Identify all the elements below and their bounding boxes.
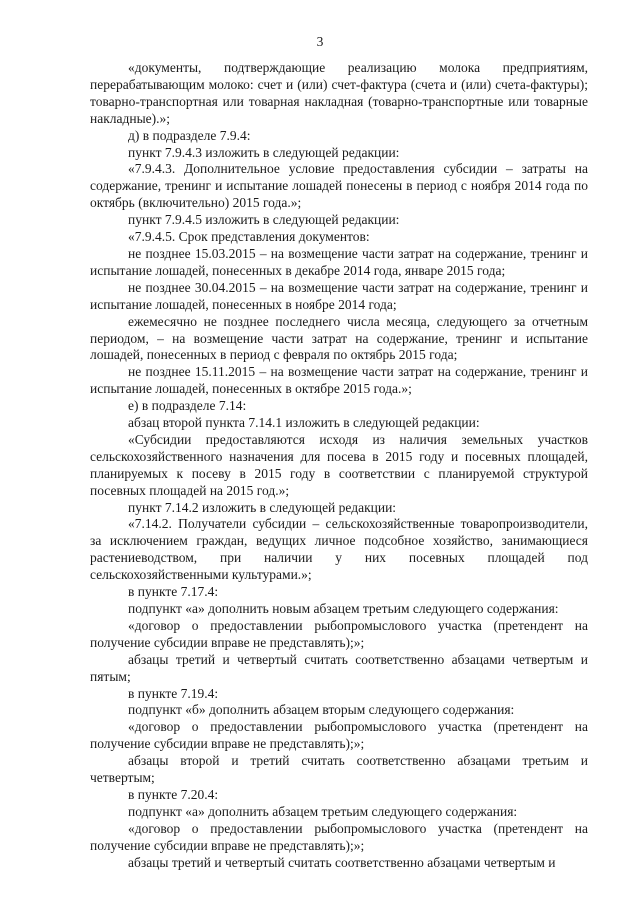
paragraph: не позднее 30.04.2015 – на возмещение части затрат на содержание, тренинг и испытание лошадей, понесенных в ноябре 2014 года; [90, 279, 588, 312]
paragraph: пункт 7.9.4.5 изложить в следующей редакции: [128, 212, 400, 228]
paragraph: д) в подразделе 7.9.4: [128, 127, 251, 143]
paragraph: абзацы третий и четвертый считать соответственно абзацами четвертым и пятым; [90, 651, 588, 684]
paragraph: «документы, подтверждающие реализацию молока предприятиям, перерабатывающим молоко: счет и (или) счет-фактура (счета и (или) счета-фактуры); товарно-транспортная или товарная накладная (товарно-транспортные или товарные накладные).»; [90, 60, 588, 126]
paragraph: абзац второй пункта 7.14.1 изложить в следующей редакции: [128, 415, 480, 431]
paragraph: подпункт «б» дополнить абзацем вторым следующего содержания: [128, 702, 515, 718]
paragraph: е) в подразделе 7.14: [128, 398, 247, 414]
paragraph: «Субсидии предоставляются исходя из наличия земельных участков сельскохозяйственного назначения для посева в 2015 году и посевных площадей, планируемых к посеву в 2015 году в соответствии с планируемой структурой посевных площадей на 2015 год.»; [90, 431, 588, 498]
paragraph: «7.9.4.3. Дополнительное условие предоставления субсидии – затраты на содержание, тренинг и испытание лошадей понесены в период с ноября 2014 года по октябрь (включительно) 2015 года.»; [90, 161, 588, 211]
paragraph: не позднее 15.11.2015 – на возмещение части затрат на содержание, тренинг и испытание лошадей, понесенных в октябре 2015 года.»; [90, 364, 588, 397]
document-body [90, 60, 588, 872]
paragraph: пункт 7.9.4.3 изложить в следующей редакции: [128, 144, 400, 160]
paragraph: абзацы третий и четвертый считать соответственно абзацами четвертым и [128, 854, 556, 870]
paragraph: подпункт «а» дополнить абзацем третьим следующего содержания: [128, 803, 518, 819]
paragraph: «договор о предоставлении рыбопромыслового участка (претендент на получение субсидии вправе не представлять);»; [90, 820, 588, 853]
paragraph: «7.9.4.5. Срок представления документов: [128, 229, 370, 245]
paragraph: ежемесячно не позднее последнего числа месяца, следующего за отчетным периодом, – на возмещение части затрат на содержание, тренинг и испытание лошадей, понесенных в период с февраля по октябрь 2015 года; [90, 313, 588, 363]
paragraph: пункт 7.14.2 изложить в следующей редакции: [128, 499, 397, 515]
paragraph: абзацы второй и третий считать соответственно абзацами третьим и четвертым; [90, 753, 588, 786]
paragraph: в пункте 7.19.4: [128, 685, 219, 701]
paragraph: в пункте 7.20.4: [128, 786, 219, 802]
paragraph: «договор о предоставлении рыбопромыслового участка (претендент на получение субсидии вправе не представлять);»; [90, 719, 588, 752]
paragraph: подпункт «а» дополнить новым абзацем третьим следующего содержания: [128, 601, 559, 616]
page-number: 3 [316, 34, 324, 49]
paragraph: «договор о предоставлении рыбопромыслового участка (претендент на получение субсидии вправе не представлять);»; [90, 617, 588, 650]
paragraph: «7.14.2. Получатели субсидии – сельскохозяйственные товаропроизводители, за исключением граждан, ведущих личное подсобное хозяйство, занимающиеся растениеводством, при наличии у них посевных площадей под сельскохозяйственными культурами.»; [90, 516, 588, 583]
paragraph: не позднее 15.03.2015 – на возмещение части затрат на содержание, тренинг и испытание лошадей, понесенных в декабре 2014 года, январе 2015 года; [90, 245, 588, 278]
paragraph: в пункте 7.17.4: [128, 584, 219, 600]
